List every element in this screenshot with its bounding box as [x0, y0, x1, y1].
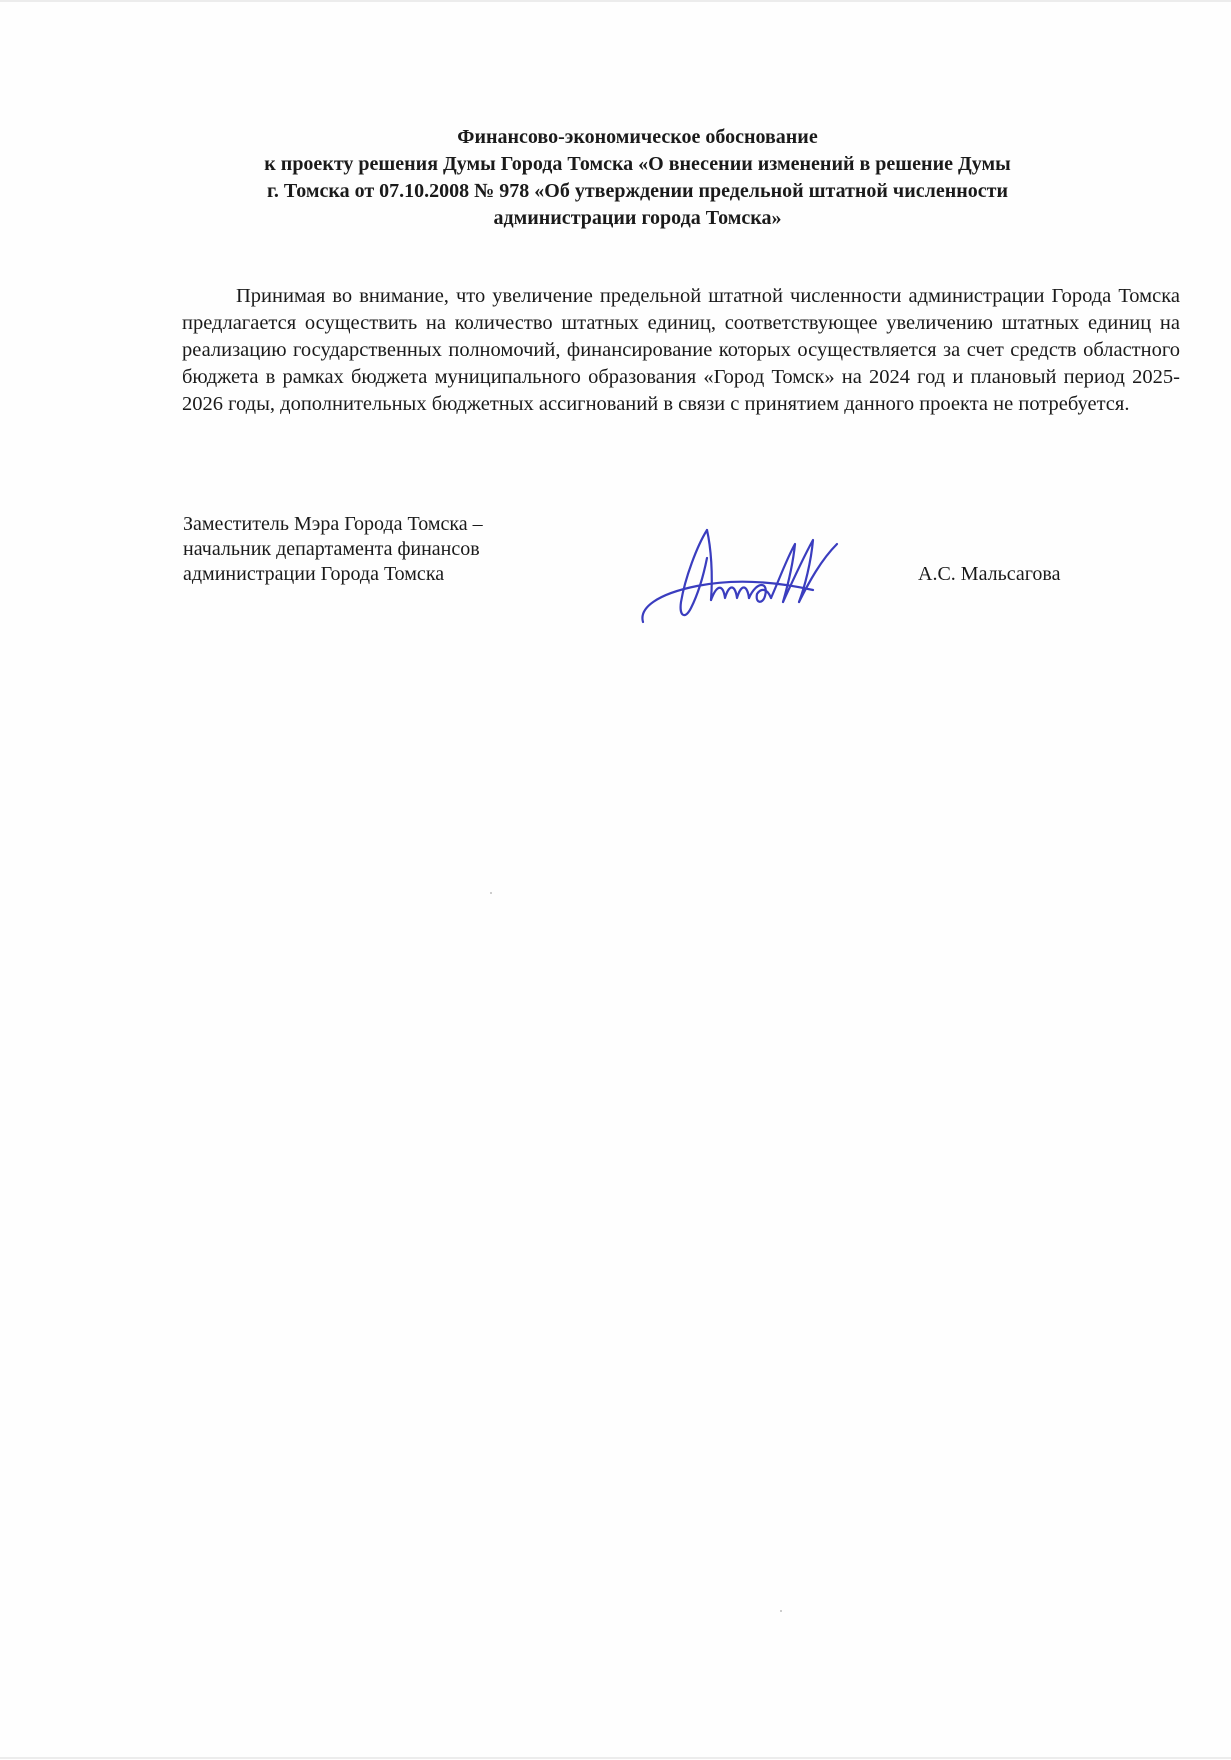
signer-position-line: начальник департамента финансов	[183, 538, 480, 560]
body-paragraph: Принимая во внимание, что увеличение предельной штатной численности администрации Города Томска предлагается осуществить на количество штатных единиц, соответствующее увеличению штатных единиц на реализацию государственных полномочий, финансирование которых осуществляется за счет средств областного бюджета в рамках бюджета муниципального образования «Город Томск» на 2024 год и плановый период 2025-2026 годы, дополнительных бюджетных ассигнований в связи с принятием данного проекта не потребуется.	[182, 284, 1180, 415]
title-line: администрации города Томска»	[493, 207, 782, 229]
signer-position-line: Заместитель Мэра Города Томска –	[183, 513, 483, 535]
signer-position	[183, 512, 603, 587]
signer-position-line: администрации Города Томска	[183, 563, 445, 585]
scan-speck	[780, 1610, 782, 1612]
scan-speck	[490, 892, 492, 894]
title-line: Финансово-экономическое обоснование	[457, 126, 818, 148]
signer-name: А.С. Мальсагова	[918, 563, 1061, 585]
scan-edge-top	[0, 0, 1231, 2]
scan-edge-bottom	[0, 1757, 1231, 1759]
title-line: г. Томска от 07.10.2008 № 978 «Об утверждении предельной штатной численности	[267, 180, 1008, 202]
document-title	[150, 124, 1125, 232]
handwritten-signature	[637, 518, 907, 630]
title-line: к проекту решения Думы Города Томска «О внесении изменений в решение Думы	[264, 153, 1011, 175]
